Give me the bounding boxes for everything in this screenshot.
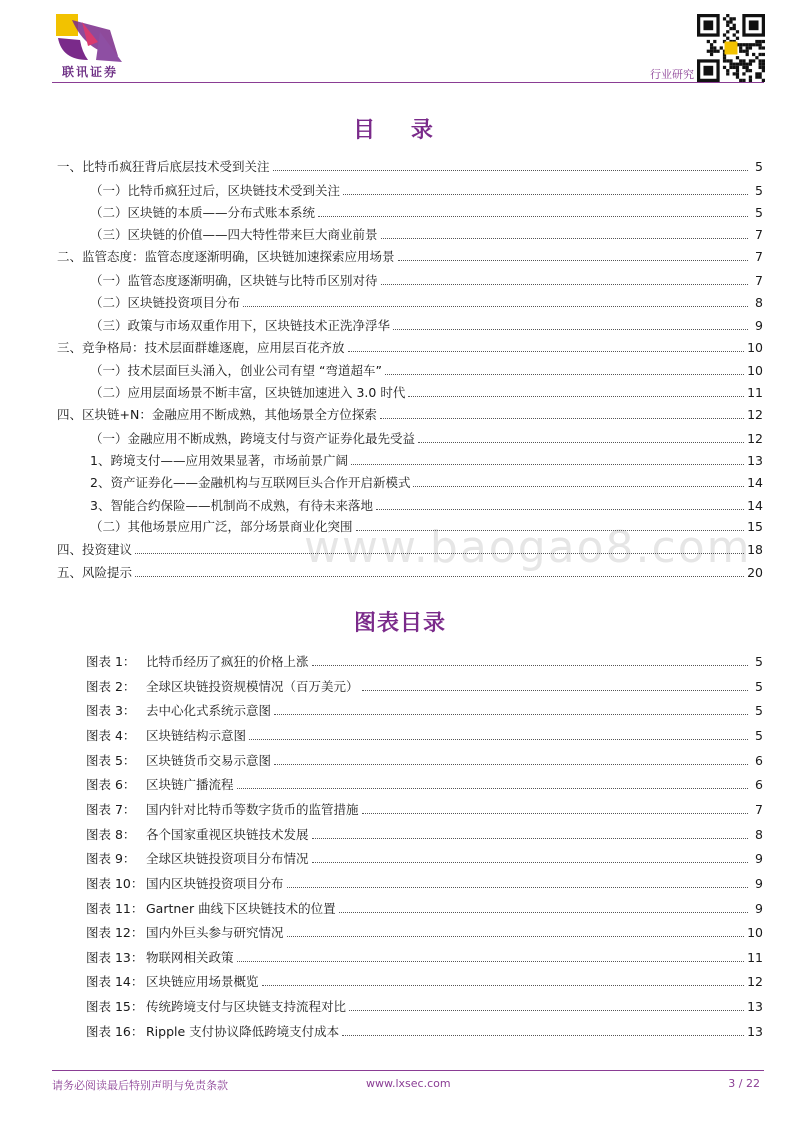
page-number: 3 / 22 (728, 1077, 760, 1090)
figure-entry-title: 区块链应用场景概览 (146, 974, 259, 990)
figure-entry[interactable] (86, 949, 763, 967)
toc-entry-title: 2、资产证券化——金融机构与互联网巨头合作开启新模式 (90, 475, 411, 490)
toc-entry[interactable] (90, 226, 763, 244)
toc-entry-title: （二）区块链的本质——分布式账本系统 (90, 205, 316, 220)
toc-entry[interactable] (90, 362, 763, 380)
figure-entry[interactable] (86, 801, 763, 819)
toc-entry[interactable] (90, 518, 763, 536)
leader-dots (381, 238, 748, 239)
leader-dots (342, 1035, 744, 1036)
figure-entry-page: 7 (755, 801, 763, 817)
figure-entry-label: 图表 16： (86, 1023, 144, 1039)
toc-entry-title: （三）区块链的价值——四大特性带来巨大商业前景 (90, 227, 378, 242)
toc-entry-page: 14 (747, 498, 763, 513)
toc-entry-title: 二、监管态度：监管态度逐渐明确，区块链加速探索应用场景 (57, 249, 395, 264)
toc-entry-page: 11 (747, 385, 763, 400)
leader-dots (312, 862, 748, 863)
figure-entry[interactable] (86, 776, 763, 794)
figure-entry-page: 9 (755, 900, 763, 916)
figure-entry[interactable] (86, 702, 763, 720)
toc-entry-page: 8 (755, 295, 763, 310)
leader-dots (312, 665, 748, 666)
toc-entry-title: （二）区块链投资项目分布 (90, 295, 241, 310)
toc-entry[interactable] (57, 406, 763, 424)
toc-entry[interactable] (90, 272, 763, 290)
figure-entry-page: 5 (755, 703, 763, 719)
toc-entry-page: 7 (755, 249, 763, 264)
toc-entry-title: （一）金融应用不断成熟，跨境支付与资产证券化最先受益 (90, 431, 416, 446)
figure-entry[interactable] (86, 653, 763, 671)
leader-dots (135, 553, 744, 554)
leader-dots (380, 418, 744, 419)
leader-dots (362, 690, 748, 691)
figure-entry[interactable] (86, 678, 763, 696)
toc-title: 目 录 (353, 117, 447, 143)
figure-entry-title: 国内针对比特币等数字货币的监管措施 (146, 801, 359, 817)
figure-entry-label: 图表 7： (86, 801, 136, 817)
toc-entry-page: 5 (755, 205, 763, 220)
figure-entry[interactable] (86, 850, 763, 868)
leader-dots (243, 306, 748, 307)
toc-entry[interactable] (90, 452, 763, 470)
toc-entry[interactable] (57, 339, 763, 357)
header-divider (52, 82, 764, 83)
leader-dots (237, 961, 745, 962)
toc-entry[interactable] (90, 430, 763, 448)
leader-dots (348, 351, 745, 352)
figure-entry-title: 传统跨境支付与区块链支持流程对比 (146, 999, 347, 1015)
toc-entry-title: （一）监管态度逐渐明确，区块链与比特币区别对待 (90, 273, 378, 288)
leader-dots (339, 912, 748, 913)
figure-entry-page: 8 (755, 826, 763, 842)
toc-entry-page: 9 (755, 318, 763, 333)
toc-entry[interactable] (90, 204, 763, 222)
figure-entry[interactable] (86, 875, 763, 893)
figure-entry-page: 5 (755, 678, 763, 694)
toc-entry-title: （一）比特币疯狂过后，区块链技术受到关注 (90, 183, 341, 198)
toc-entry-title: 一、比特币疯狂背后底层技术受到关注 (57, 159, 270, 174)
leader-dots (398, 260, 748, 261)
toc-entry-page: 7 (755, 227, 763, 242)
figure-entry-label: 图表 3： (86, 703, 136, 719)
figure-entry-title: 国内区块链投资项目分布 (146, 875, 284, 891)
toc-entry[interactable] (90, 474, 763, 492)
leader-dots (287, 887, 748, 888)
leader-dots (249, 739, 748, 740)
toc-entry-title: （三）政策与市场双重作用下，区块链技术正洗净浮华 (90, 318, 391, 333)
toc-entry-title: 五、风险提示 (57, 565, 133, 580)
toc-entry-page: 10 (747, 363, 763, 378)
figure-entry-title: 物联网相关政策 (146, 949, 234, 965)
figure-entry[interactable] (86, 752, 763, 770)
toc-entry-title: 3、智能合约保险——机制尚不成熟，有待未来落地 (90, 498, 373, 513)
figure-entry-label: 图表 11： (86, 900, 144, 916)
figure-entry-page: 11 (747, 949, 763, 965)
toc-entry[interactable] (57, 541, 763, 559)
leader-dots (413, 486, 744, 487)
toc-entry-page: 12 (747, 407, 763, 422)
figure-entry-title: 比特币经历了疯狂的价格上涨 (146, 654, 309, 669)
figure-entry-title: 各个国家重视区块链技术发展 (146, 826, 309, 842)
website-link[interactable]: www.lxsec.com (366, 1077, 451, 1090)
toc-entry-title: （二）其他场景应用广泛，部分场景商业化突围 (90, 519, 353, 534)
qr-code-icon (697, 14, 765, 82)
leader-dots (418, 442, 744, 443)
leader-dots (351, 464, 744, 465)
figure-entry-page: 5 (755, 654, 763, 669)
figure-entry-page: 9 (755, 851, 763, 867)
figure-entry-title: 区块链货币交易示意图 (146, 752, 272, 768)
figure-entry-label: 图表 4： (86, 727, 136, 743)
leader-dots (262, 985, 745, 986)
figure-entry[interactable] (86, 924, 763, 942)
figure-entry-label: 图表 12： (86, 925, 144, 941)
figure-entry-page: 12 (747, 974, 763, 990)
leader-dots (318, 216, 748, 217)
figure-entry-title: 国内外巨头参与研究情况 (146, 925, 284, 941)
toc-entry-page: 5 (755, 159, 763, 174)
footer-divider (52, 1070, 764, 1071)
page-header (0, 0, 800, 86)
toc-entry-title: 四、投资建议 (57, 542, 133, 557)
figure-entry-page: 10 (747, 925, 763, 941)
toc-entry-page: 15 (747, 519, 763, 534)
figure-entry-label: 图表 6： (86, 777, 136, 793)
leader-dots (274, 764, 748, 765)
figure-entry-label: 图表 2： (86, 678, 136, 694)
figure-entry-label: 图表 14： (86, 974, 144, 990)
watermark: www.baogao8.com (304, 522, 752, 573)
figure-entry-label: 图表 15： (86, 999, 144, 1015)
figure-entry-page: 6 (755, 752, 763, 768)
figure-entry[interactable] (86, 826, 763, 844)
leader-dots (362, 813, 748, 814)
figure-entry[interactable] (86, 900, 763, 918)
leader-dots (385, 374, 744, 375)
figure-entry-label: 图表 13： (86, 949, 144, 965)
toc-entry[interactable] (90, 317, 763, 335)
figure-entry[interactable] (86, 998, 763, 1016)
toc-entry-page: 10 (747, 340, 763, 355)
toc-entry[interactable] (57, 158, 763, 176)
toc-entry[interactable] (90, 294, 763, 312)
toc-entry[interactable] (90, 384, 763, 402)
leader-dots (356, 530, 745, 531)
figure-entry-label: 图表 9： (86, 851, 136, 867)
toc-entry-title: （二）应用层面场景不断丰富，区块链加速进入 3.0 时代 (90, 385, 406, 400)
figure-entry-label: 图表 5： (86, 752, 136, 768)
figure-entry-title: 全球区块链投资项目分布情况 (146, 851, 309, 867)
figure-entry-page: 13 (747, 999, 763, 1015)
figure-entry-page: 6 (755, 777, 763, 793)
figure-entry[interactable] (86, 1023, 763, 1041)
leader-dots (343, 194, 748, 195)
toc-entry-page: 12 (747, 431, 763, 446)
toc-entry[interactable] (57, 564, 763, 582)
figure-entry[interactable] (86, 973, 763, 991)
leader-dots (376, 509, 744, 510)
toc-entry-page: 20 (747, 565, 763, 580)
toc-entry[interactable] (90, 497, 763, 515)
report-category: 行业研究 (650, 68, 694, 81)
figure-entry-page: 9 (755, 875, 763, 891)
leader-dots (135, 576, 744, 577)
leader-dots (273, 170, 748, 171)
figure-entry[interactable] (86, 727, 763, 745)
leader-dots (237, 788, 748, 789)
figure-entry-page: 5 (755, 727, 763, 743)
leader-dots (287, 936, 745, 937)
toc-entry[interactable] (90, 182, 763, 200)
figure-entry-title: 去中心化式系统示意图 (146, 703, 272, 719)
toc-entry[interactable] (57, 248, 763, 266)
figure-entry-title: Ripple 支付协议降低跨境支付成本 (146, 1023, 340, 1039)
figure-entry-label: 图表 8： (86, 826, 136, 842)
figure-entry-title: 区块链结构示意图 (146, 727, 247, 743)
leader-dots (393, 329, 748, 330)
leader-dots (349, 1010, 744, 1011)
leader-dots (381, 284, 748, 285)
leader-dots (312, 838, 748, 839)
leader-dots (408, 396, 744, 397)
toc-entry-title: 1、跨境支付——应用效果显著，市场前景广阔 (90, 453, 348, 468)
figure-list-title: 图表目录 (353, 610, 446, 636)
brand-name: 联讯证券 (61, 65, 118, 79)
figure-entry-title: 区块链广播流程 (146, 777, 234, 793)
disclaimer-link: 请务必阅读最后特别声明与免责条款 (52, 1079, 228, 1092)
figure-entry-label: 图表 10： (86, 875, 144, 891)
leader-dots (274, 714, 748, 715)
toc-entry-page: 18 (747, 542, 763, 557)
figure-entry-label: 图表 1： (86, 654, 136, 669)
toc-entry-page: 5 (755, 183, 763, 198)
toc-entry-page: 13 (747, 453, 763, 468)
figure-entry-title: 全球区块链投资规模情况（百万美元） (146, 678, 359, 694)
figure-entry-page: 13 (747, 1023, 763, 1039)
toc-entry-title: （一）技术层面巨头涌入，创业公司有望 “弯道超车” (90, 363, 382, 378)
toc-entry-title: 三、竞争格局：技术层面群雄逐鹿，应用层百花齐放 (57, 340, 345, 355)
toc-entry-title: 四、区块链+N：金融应用不断成熟，其他场景全方位探索 (57, 407, 377, 422)
toc-entry-page: 7 (755, 273, 763, 288)
toc-entry-page: 14 (747, 475, 763, 490)
lianxun-logo-icon (52, 12, 126, 64)
figure-entry-title: Gartner 曲线下区块链技术的位置 (146, 900, 336, 916)
